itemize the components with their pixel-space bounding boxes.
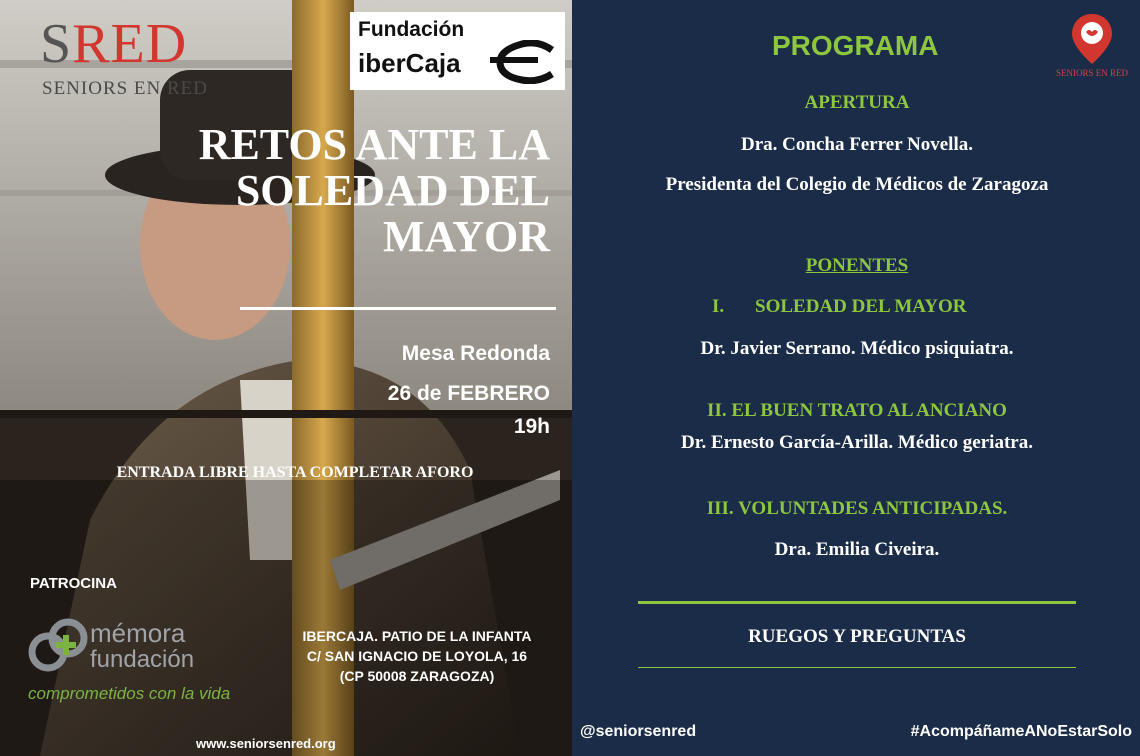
hashtag[interactable]: #AcompáñameANoEstarSolo: [910, 723, 1132, 740]
sred-logo: SRED: [40, 13, 188, 75]
seniors-logo-caption: SENIORS EN RED: [1055, 68, 1128, 78]
memora-fundacion-logo: [28, 614, 248, 709]
sred-logo-red: RED: [72, 13, 188, 75]
apertura-label: APERTURA: [804, 92, 910, 113]
venue-address: [272, 626, 562, 686]
event-time: 19h: [513, 415, 550, 438]
title-divider: [240, 307, 556, 310]
title-line-2: SOLEDAD DEL: [235, 166, 550, 215]
sred-tagline: SENIORS EN RED: [42, 78, 209, 99]
venue-line-1: IBERCAJA. PATIO DE LA INFANTA: [302, 628, 532, 644]
talk-2-title: EL BUEN TRATO AL ANCIANO: [731, 400, 1007, 421]
venue-line-3: (CP 50008 ZARAGOZA): [339, 668, 495, 684]
program-panel: [572, 0, 1140, 756]
talk-3-title: VOLUNTADES ANTICIPADAS.: [738, 498, 1008, 519]
talk-2-heading: [632, 400, 1082, 422]
fundacion-label: Fundación: [358, 18, 465, 41]
fundacion-ibercaja-logo: [350, 12, 565, 90]
entry-note: ENTRADA LIBRE HASTA COMPLETAR AFORO: [116, 464, 474, 481]
closing-divider-top: [638, 601, 1076, 604]
memora-slogan: comprometidos con la vida: [28, 684, 231, 703]
talk-3-number: III.: [706, 498, 734, 519]
website-link[interactable]: www.seniorsenred.org: [196, 736, 336, 751]
talk-3-speaker: Dra. Emilia Civeira.: [774, 539, 940, 560]
closing-divider-bottom: [638, 667, 1076, 668]
talk-1-number: I.: [712, 296, 725, 317]
location-pin-icon: [1070, 12, 1114, 66]
title-line-3: MAYOR: [382, 212, 550, 261]
closing-section: RUEGOS Y PREGUNTAS: [748, 626, 966, 647]
social-handle[interactable]: @seniorsenred: [580, 723, 697, 740]
apertura-role: Presidenta del Colegio de Médicos de Zaragoza: [665, 174, 1049, 195]
apertura-speaker: Dra. Concha Ferrer Novella.: [741, 134, 973, 155]
talk-2-speaker: Dr. Ernesto García-Arilla. Médico geriatra.: [681, 432, 1033, 453]
talk-1-speaker: Dr. Javier Serrano. Médico psiquiatra.: [700, 338, 1014, 359]
ibercaja-euro-icon: [490, 40, 558, 84]
memora-label: mémora: [90, 618, 186, 648]
ibercaja-label: iberCaja: [358, 48, 461, 78]
event-type: Mesa Redonda: [401, 342, 550, 365]
talk-2-number: II.: [707, 400, 727, 421]
ponentes-label: PONENTES: [805, 255, 909, 276]
talk-3-heading: [632, 498, 1082, 520]
memora-plus-icon: [28, 616, 92, 676]
event-title: [100, 122, 550, 260]
talk-1-title: SOLEDAD DEL MAYOR: [755, 296, 967, 317]
venue-line-2: C/ SAN IGNACIO DE LOYOLA, 16: [306, 648, 528, 664]
event-date: 26 de FEBRERO: [387, 382, 550, 405]
memora-fundacion-label: fundación: [90, 646, 195, 673]
sponsor-label: PATROCINA: [30, 575, 117, 592]
program-heading: PROGRAMA: [772, 30, 939, 61]
title-line-1: RETOS ANTE LA: [198, 120, 550, 169]
